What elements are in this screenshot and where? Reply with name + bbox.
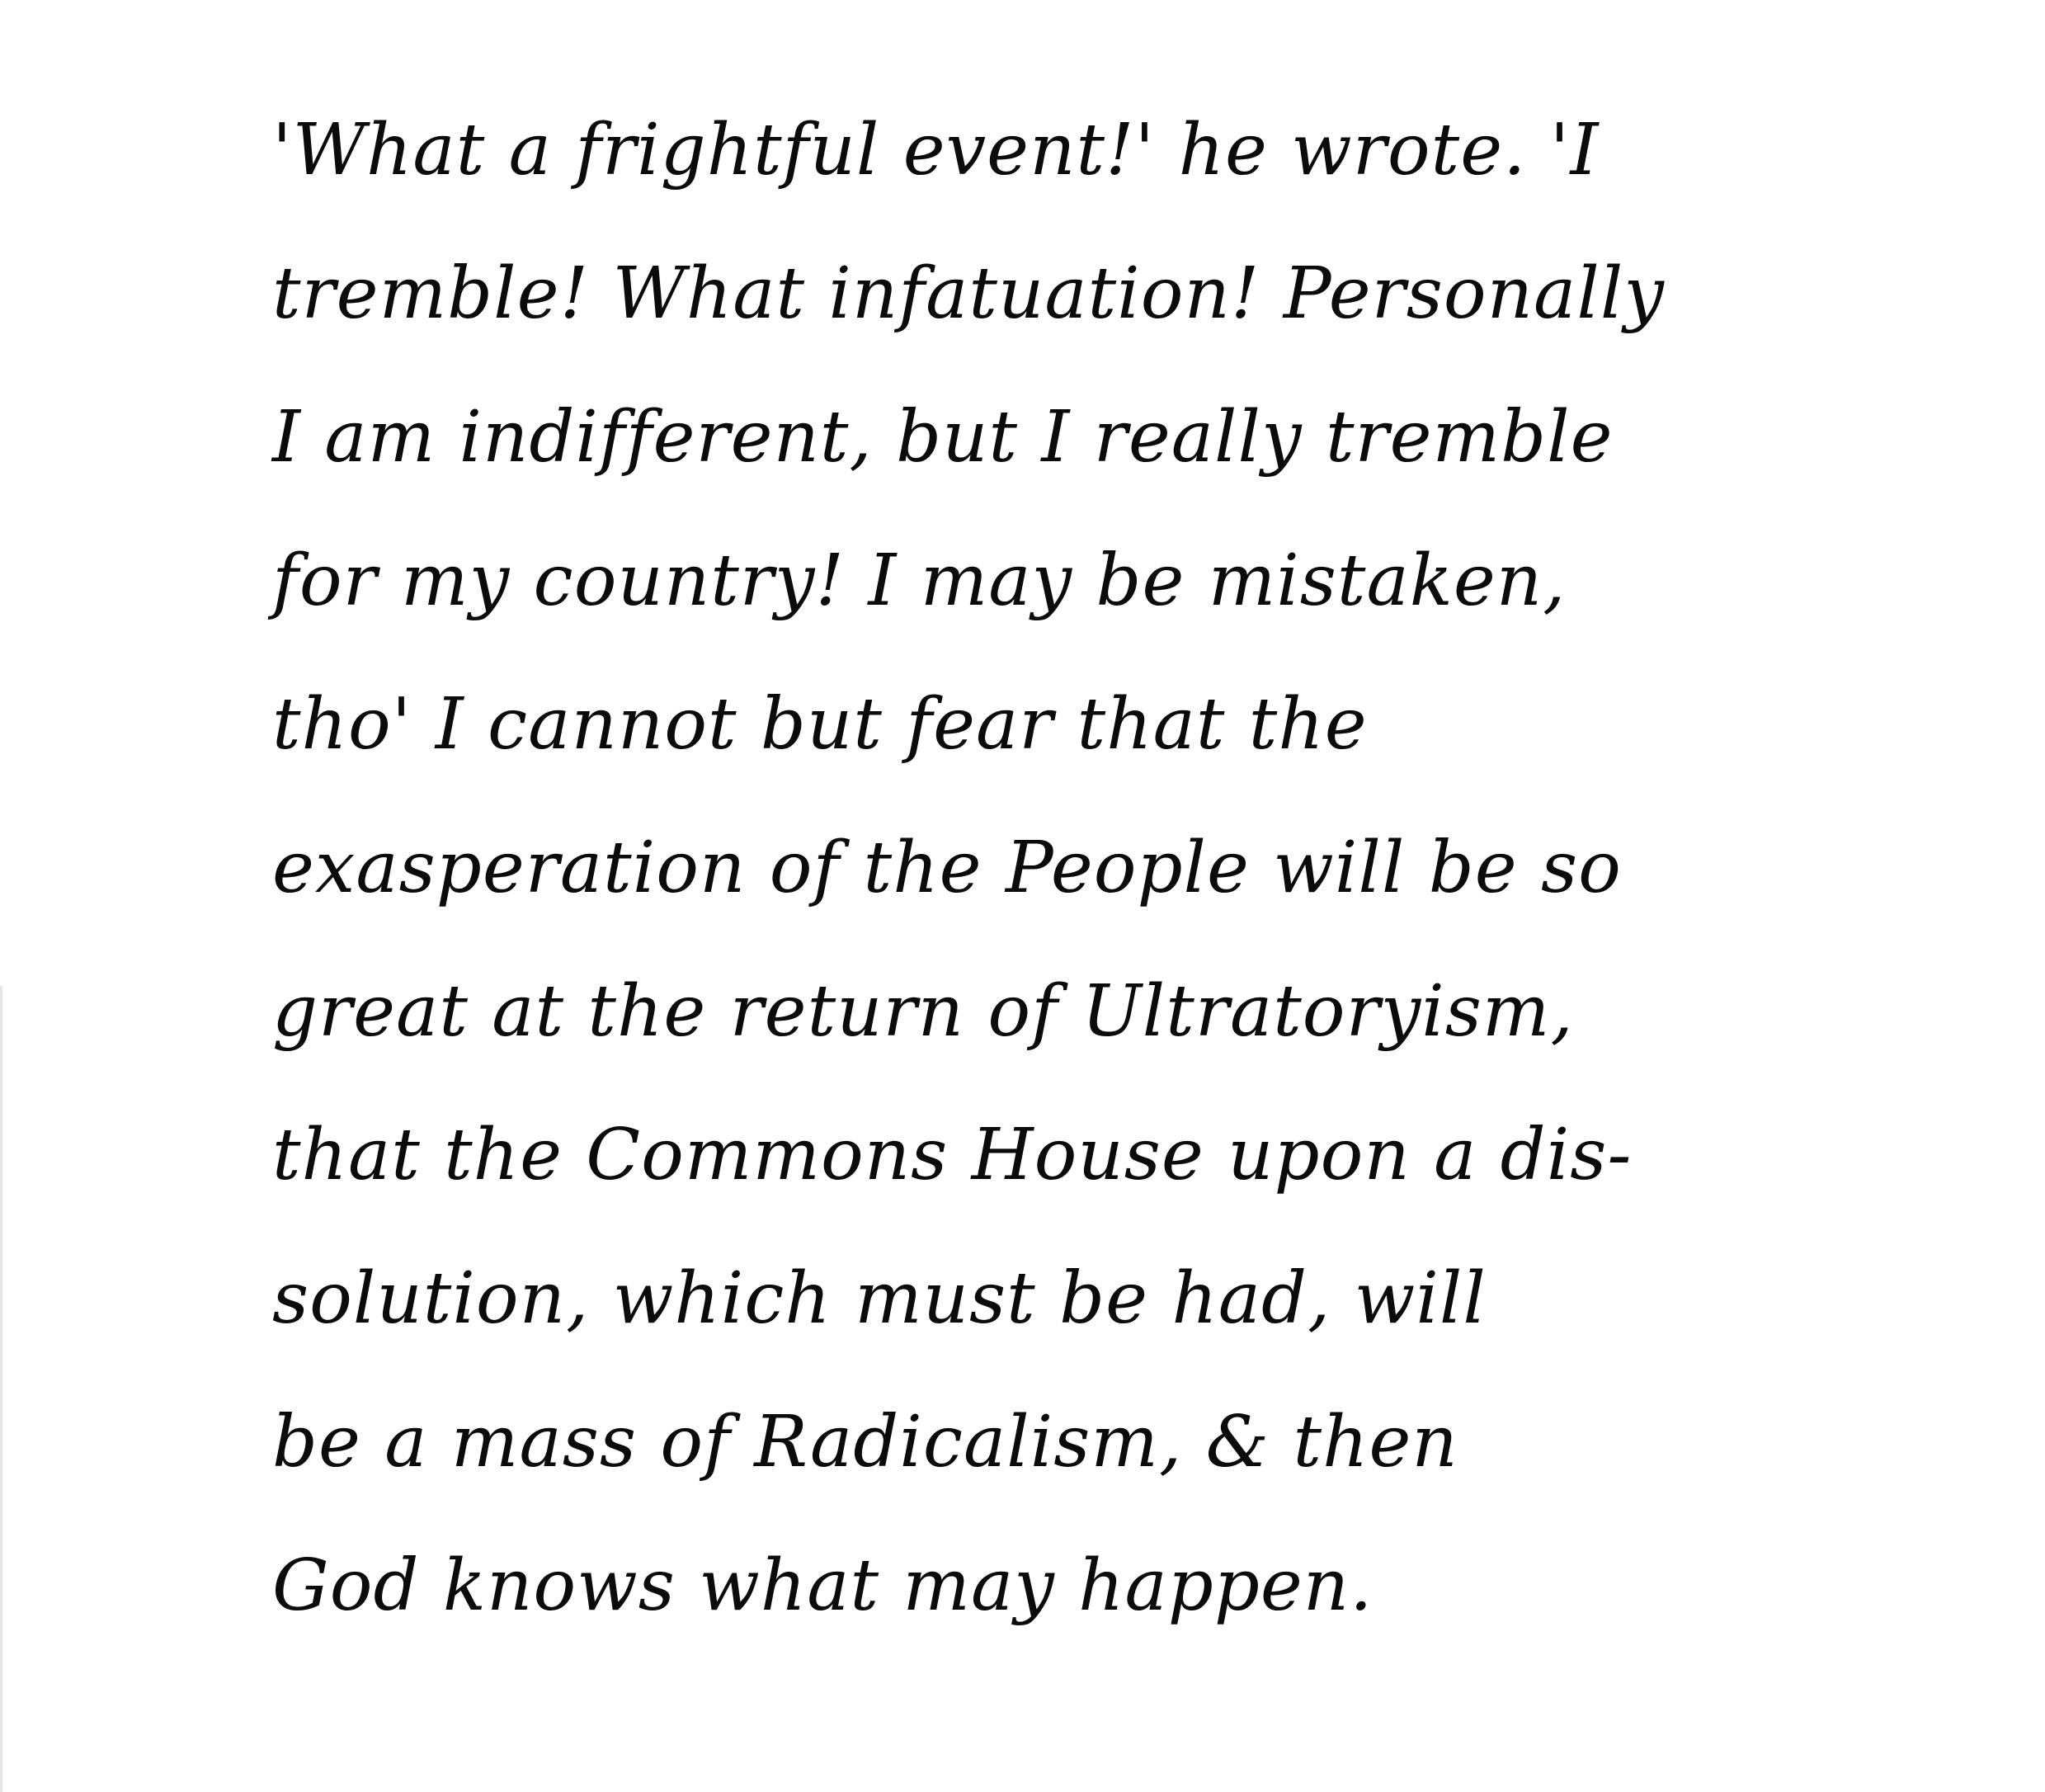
text-line-8: that the Commons House upon a dis- (272, 1114, 1633, 1196)
text-line-9: solution, which must be had, will (272, 1257, 1487, 1340)
scan-edge-mark (0, 986, 2, 1792)
text-line-5: tho' I cannot but fear that the (272, 683, 1368, 766)
text-line-3: I am indifferent, but I really tremble (272, 396, 1614, 479)
handwritten-text-block (272, 78, 1881, 1658)
text-line-2: tremble! What infatuation! Personally (272, 252, 1665, 335)
text-line-4: for my country! I may be mistaken, (272, 540, 1567, 622)
text-line-10: be a mass of Radicalism, & then (272, 1401, 1458, 1483)
text-line-1: 'What a frightful event!' he wrote. 'I (272, 109, 1600, 191)
text-line-11: God knows what may happen. (272, 1544, 1374, 1627)
text-line-7: great at the return of Ultratoryism, (272, 970, 1574, 1053)
text-line-6: exasperation of the People will be so (272, 827, 1622, 909)
